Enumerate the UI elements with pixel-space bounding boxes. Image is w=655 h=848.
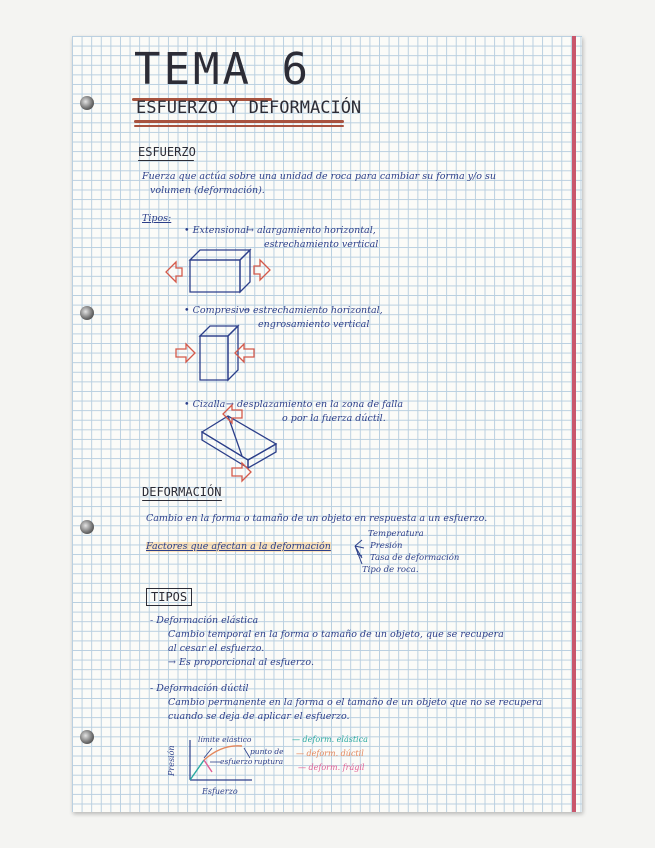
factor-1: Temperatura xyxy=(368,529,424,539)
graph-ylabel: Presión xyxy=(167,745,176,776)
compresivo-arrows xyxy=(176,344,254,362)
sketch-layer xyxy=(72,36,582,812)
factor-3: Tasa de deformación xyxy=(370,553,460,563)
type-compresivo-name: • Compresivo xyxy=(184,305,250,316)
type-compresivo-desc1: → estrechamiento horizontal, xyxy=(242,305,383,316)
type-compresivo-desc2: engrosamiento vertical xyxy=(258,319,370,330)
deformacion-heading-underline xyxy=(142,500,222,501)
type-extensional-desc1: → alargamiento horizontal, xyxy=(246,225,376,236)
esfuerzo-definition-line2: volumen (deformación). xyxy=(150,185,265,196)
type-cizalla-desc1: → desplazamiento en la zona de falla xyxy=(226,399,404,410)
notebook-page xyxy=(72,36,582,812)
compresivo-block-sketch xyxy=(200,326,238,380)
page-title: TEMA 6 xyxy=(134,44,311,95)
elastica-title: - Deformación elástica xyxy=(150,615,259,626)
type-cizalla-desc2: o por la fuerza dúctil. xyxy=(282,413,386,424)
esfuerzo-definition-line1: Fuerza que actúa sobre una unidad de roca para cambiar su forma y/o su xyxy=(142,171,496,182)
factor-2: Presión xyxy=(370,541,403,551)
cizalla-block-sketch xyxy=(202,416,276,468)
legend-elastica: — deform. elástica xyxy=(292,735,368,744)
elastica-line1: Cambio temporal en la forma o tamaño de un objeto, que se recupera xyxy=(168,629,504,640)
graph-ruptura-label-2: ruptura xyxy=(254,757,284,766)
graph-xlabel: Esfuerzo xyxy=(202,787,238,796)
legend-ductil: — deform. dúctil xyxy=(296,749,364,758)
tipos-box: TIPOS xyxy=(146,588,192,606)
legend-fragil: — deform. frágil xyxy=(298,763,365,772)
extensional-block-sketch xyxy=(190,250,250,292)
factor-4: Tipo de roca. xyxy=(362,565,419,575)
ductil-title: - Deformación dúctil xyxy=(150,683,249,694)
deformacion-definition: Cambio en la forma o tamaño de un objeto en respuesta a un esfuerzo. xyxy=(146,513,488,524)
graph-curve-elastic xyxy=(190,760,204,780)
graph-limite-label: límite elástico xyxy=(198,735,252,744)
factores-brace xyxy=(355,540,364,564)
graph-ruptura-label-1: punto de xyxy=(250,747,284,756)
factores-label: Factores que afectan a la deformación xyxy=(146,541,331,552)
page-subtitle: ESFUERZO Y DEFORMACIÓN xyxy=(136,98,362,118)
graph-esfuerzo-label: esfuerzo xyxy=(220,757,253,766)
type-extensional-name: • Extensional xyxy=(184,225,249,236)
deformacion-heading: DEFORMACIÓN xyxy=(142,485,222,499)
type-cizalla-name: • Cizalla xyxy=(184,399,226,410)
esfuerzo-heading: ESFUERZO xyxy=(138,145,196,159)
tipos-label: Tipos: xyxy=(142,213,172,224)
type-extensional-desc2: estrechamiento vertical xyxy=(264,239,379,250)
elastica-line3: → Es proporcional al esfuerzo. xyxy=(168,657,315,668)
ductil-line2: cuando se deja de aplicar el esfuerzo. xyxy=(168,711,350,722)
ductil-line1: Cambio permanente en la forma o el tamaño de un objeto que no se recupera xyxy=(168,697,543,708)
elastica-line2: al cesar el esfuerzo. xyxy=(168,643,265,654)
extensional-arrows xyxy=(166,260,270,282)
